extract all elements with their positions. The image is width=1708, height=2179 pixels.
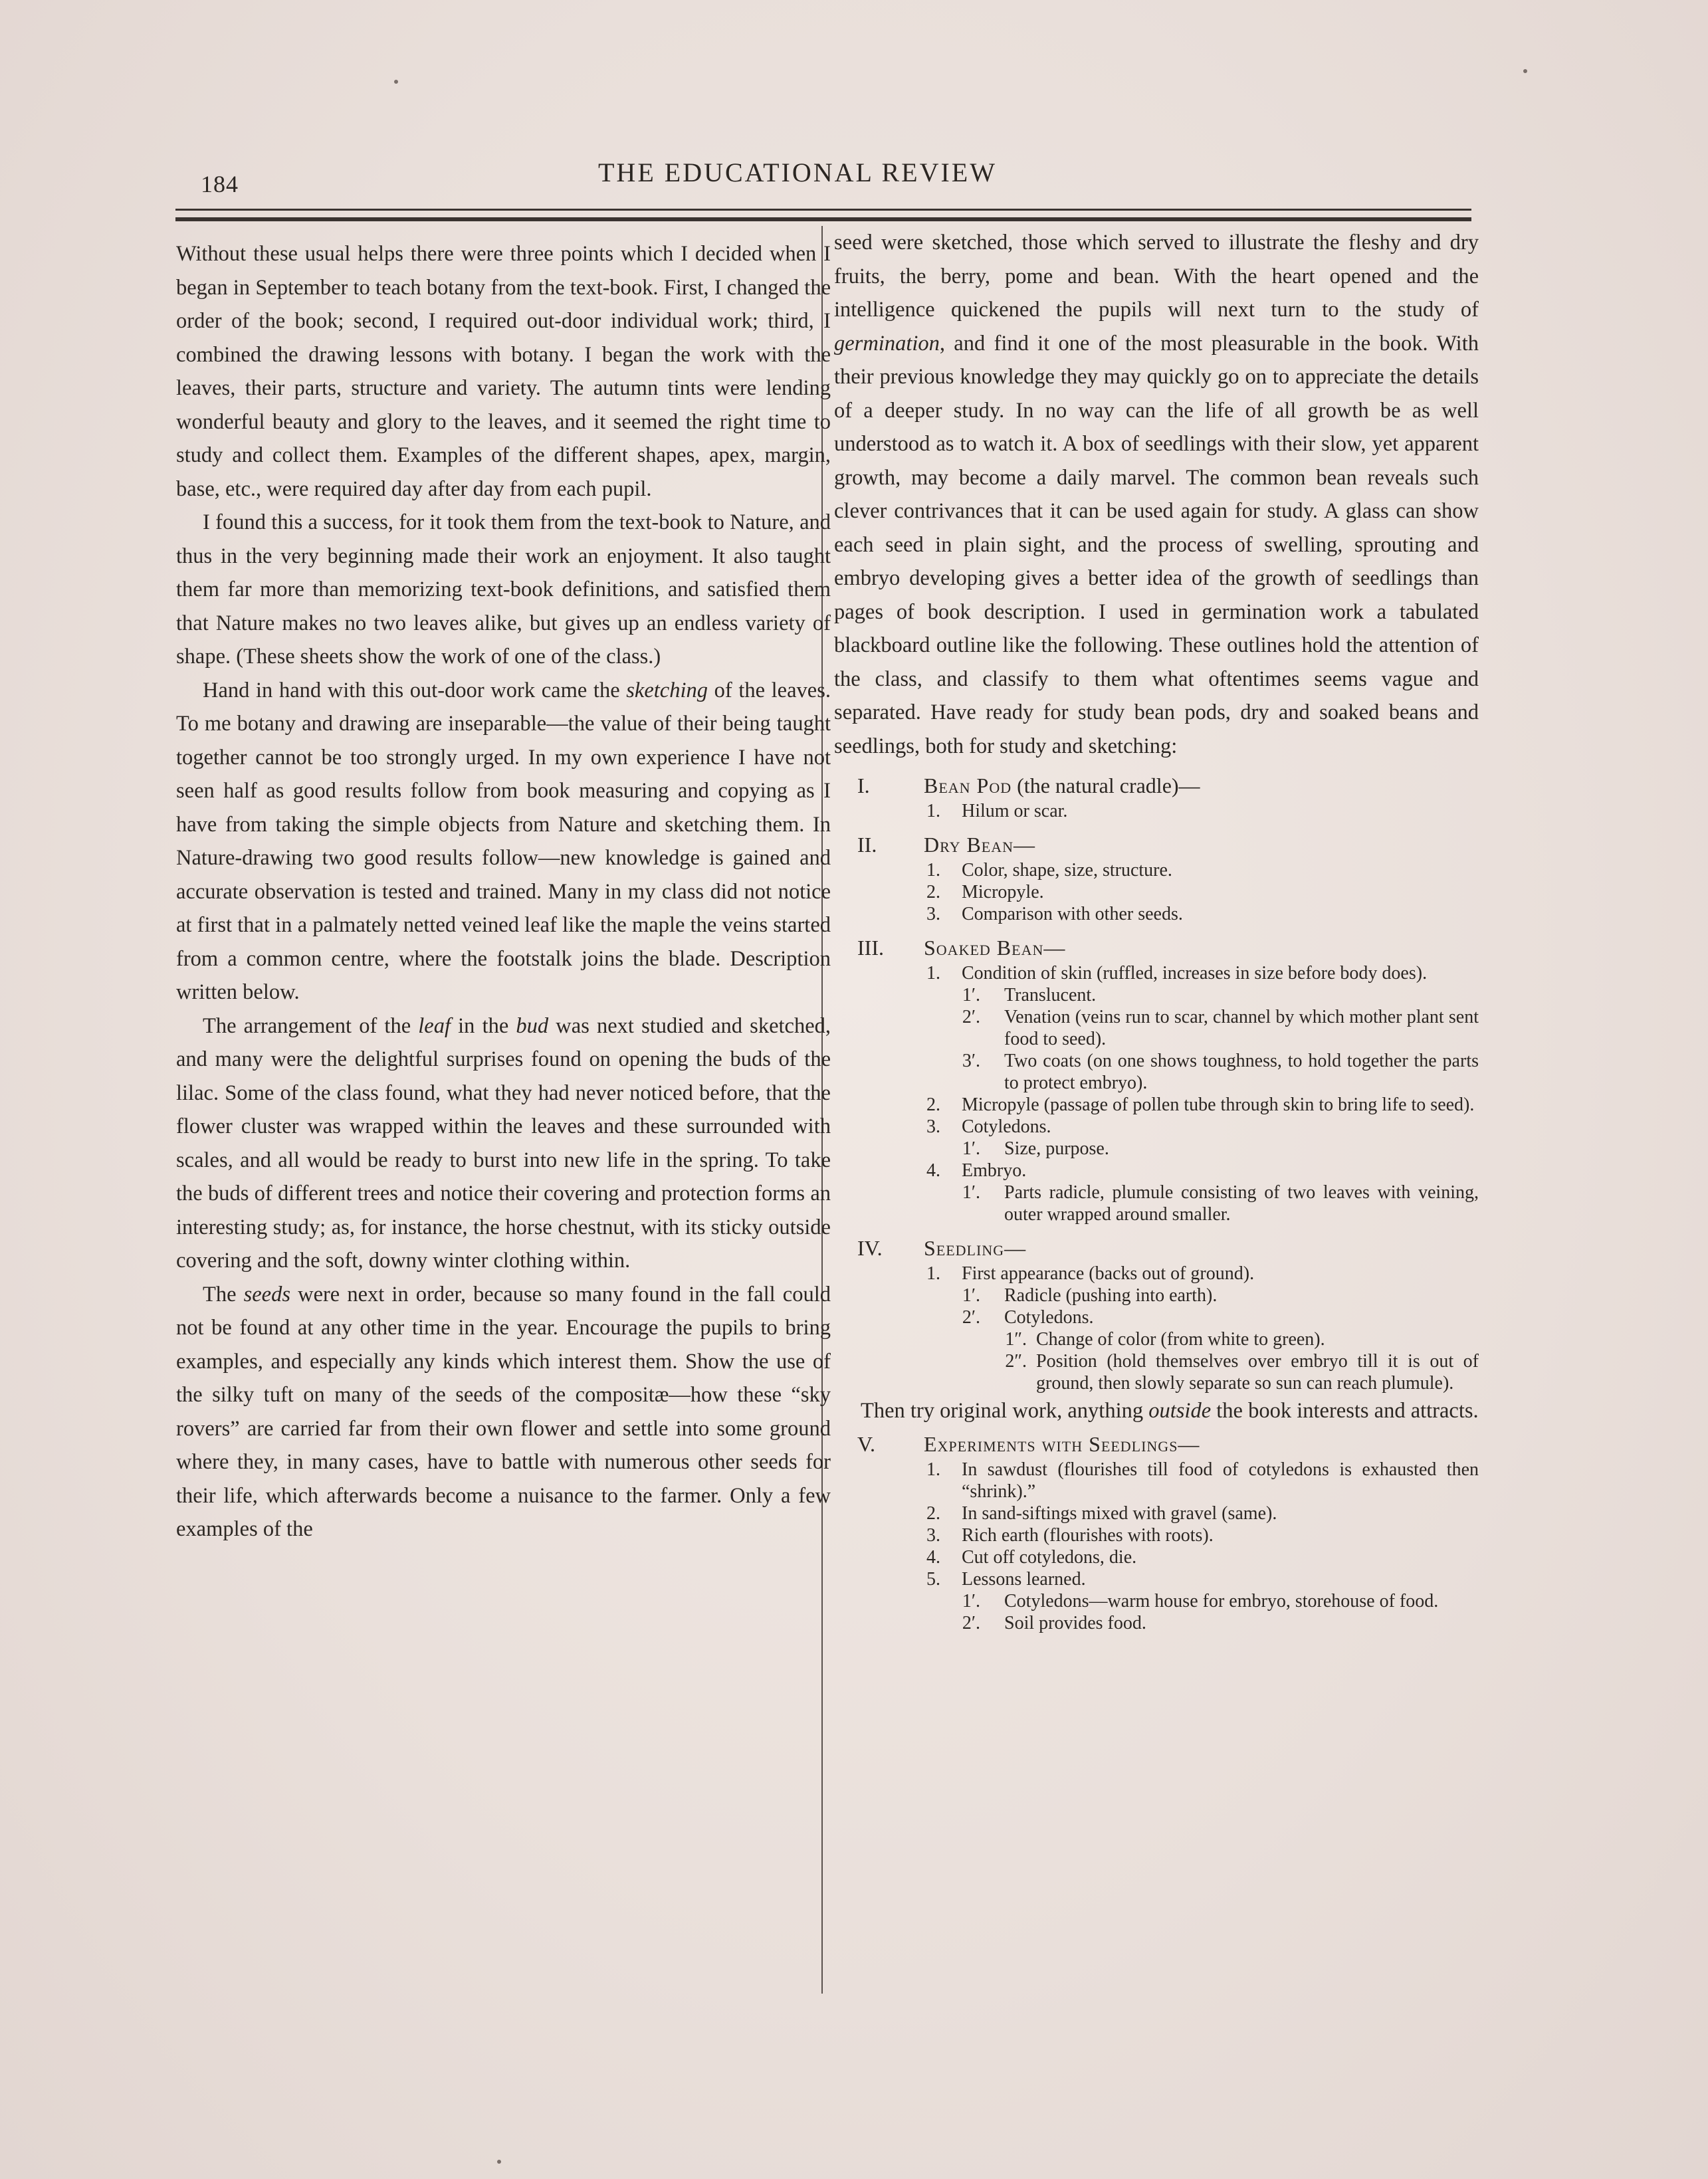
text-span: 1. bbox=[926, 1263, 940, 1284]
text-span: leaf bbox=[418, 1013, 451, 1038]
text-span: Cotyledons—warm house for embryo, storehouse of food. bbox=[1004, 1590, 1439, 1611]
paragraph bbox=[176, 1278, 831, 1546]
outline-item bbox=[834, 1459, 1479, 1503]
text-span: Translucent. bbox=[1004, 985, 1097, 1005]
outline-item bbox=[834, 1050, 1479, 1094]
text-span: 2″. bbox=[1005, 1351, 1027, 1372]
text-span: 3. bbox=[926, 1524, 940, 1546]
text-span: Embryo. bbox=[962, 1160, 1027, 1181]
text-span: Experiments with Seedlings— bbox=[924, 1431, 1200, 1456]
text-span: 3′. bbox=[962, 1051, 980, 1071]
outline-item bbox=[834, 800, 1479, 822]
paper-speck bbox=[394, 80, 398, 84]
text-span: 2′. bbox=[962, 1612, 980, 1633]
text-span: Micropyle. bbox=[962, 882, 1044, 902]
text-span: in the bbox=[451, 1013, 516, 1038]
text-span: 2′. bbox=[962, 1007, 980, 1027]
outline-item bbox=[834, 1160, 1479, 1182]
text-span: Dry Bean— bbox=[924, 833, 1036, 857]
outline-item bbox=[834, 1182, 1479, 1225]
text-span: , and find it one of the most pleasurable in the book. With their previous knowledge they may quickly go on to appreciate the details of a deeper study. In no way can the life of all growth be as well understood as to watch it. A box of seedlings with their slow, yet apparent growth, may become a daily marvel. The common bean reveals such clever contrivances that it can be used again for study. A glass can show each seed in plain sight, and the process of swelling, sprouting and embryo developing gives a better idea of the growth of seedlings than pages of book description. I used in germination work a tabulated blackboard outline like the following. These outlines hold the attention of the class, and classify to them what oftentimes seems vague and separated. Have ready for study bean pods, dry and soaked beans and seedlings, both for study and sketching: bbox=[834, 331, 1479, 758]
left-column bbox=[176, 237, 831, 1546]
text-span: 1. bbox=[926, 801, 940, 821]
text-span: 1′. bbox=[962, 1590, 980, 1611]
text-span: 2. bbox=[926, 1094, 940, 1115]
text-span: Cotyledons. bbox=[1004, 1307, 1094, 1328]
outline-section bbox=[834, 830, 1479, 859]
text-span: seeds bbox=[243, 1282, 291, 1306]
text-span: Cotyledons. bbox=[962, 1116, 1051, 1137]
page-header bbox=[186, 157, 1475, 197]
text-span: Cut off cotyledons, die. bbox=[962, 1546, 1137, 1568]
text-span: 1′. bbox=[962, 1182, 980, 1203]
outline-item bbox=[834, 1006, 1479, 1050]
outline-item bbox=[834, 1503, 1479, 1524]
paragraph: Without these usual helps there were three points which I decided when I began in September to teach botany from the text-book. First, I changed the order of the book; second, I required out-door individual work; third, I combined the drawing lessons with botany. I began the work with the leaves, their parts, structure and variety. The autumn tints were lending wonderful beauty and glory to the leaves, and it seemed the right time to study and collect them. Examples of the different shapes, apex, margin, base, etc., were required day after day from each pupil. bbox=[176, 242, 831, 501]
text-span: Then try original work, anything bbox=[861, 1399, 1149, 1423]
text-span: II. bbox=[857, 833, 877, 857]
outline-item bbox=[834, 1263, 1479, 1285]
text-span: 1′. bbox=[962, 1285, 980, 1306]
header-rule-thick bbox=[175, 217, 1471, 221]
paragraph bbox=[176, 1009, 831, 1278]
text-span: First appearance (backs out of ground). bbox=[962, 1263, 1255, 1284]
text-span: 3. bbox=[926, 1116, 940, 1137]
text-span: bud bbox=[516, 1013, 549, 1038]
text-span: Change of color (from white to green). bbox=[1036, 1329, 1325, 1350]
header-rule-thin bbox=[175, 209, 1471, 211]
text-span: outside bbox=[1148, 1399, 1212, 1423]
outline-item bbox=[834, 1524, 1479, 1546]
outline-item bbox=[834, 1612, 1479, 1634]
text-span: was next studied and sketched, and many were the delightful surprises found on opening the buds of the lilac. Some of the class found, what they had never noticed before, that the flower cluster was wrapped within the leaves and these surrounded with scales, and all would be ready to burst into new life in the spring. To take the buds of different trees and notice their covering and protection forms an interesting study; as, for instance, the horse chestnut, with its sticky outside covering and the soft, downy winter clothing within. bbox=[176, 1013, 831, 1273]
paragraph bbox=[176, 506, 831, 674]
text-span: sketching bbox=[626, 678, 708, 702]
outline-section bbox=[834, 1233, 1479, 1263]
outline-item bbox=[834, 1590, 1479, 1612]
outline-item bbox=[834, 984, 1479, 1006]
text-span: Seedling— bbox=[924, 1236, 1027, 1260]
experiments-outline bbox=[834, 1429, 1479, 1634]
text-span: 2. bbox=[926, 882, 940, 902]
text-span: 2. bbox=[926, 1503, 940, 1524]
text-span: (the natural cradle)— bbox=[1012, 774, 1200, 797]
text-span: Soaked Bean— bbox=[924, 936, 1066, 960]
text-span: 5. bbox=[926, 1568, 940, 1590]
outline-item bbox=[834, 1568, 1479, 1590]
text-span: Soil provides food. bbox=[1004, 1612, 1146, 1633]
text-span: the book interests and attracts. bbox=[1211, 1399, 1479, 1423]
text-span: Comparison with other seeds. bbox=[962, 904, 1183, 924]
page-number: 184 bbox=[201, 171, 239, 197]
text-span: were next in order, because so many found in the fall could not be found at any other time in the year. Encourage the pupils to bring examples, and especially any kinds which interest them. Show the use of the silky tuft on many of the seeds of the compositæ—how these “sky rovers” are carried far from their own flower and settle into some ground where they, in many cases, have to battle with numerous other seeds for their life, which afterwards become a nuisance to the farmer. Only a few examples of the bbox=[176, 1282, 831, 1541]
text-span: III. bbox=[857, 936, 884, 960]
text-span: 4. bbox=[926, 1160, 940, 1181]
text-span: germination bbox=[834, 331, 940, 356]
text-span: 2′. bbox=[962, 1307, 980, 1328]
paragraph bbox=[834, 1394, 1479, 1428]
right-column bbox=[834, 226, 1479, 1634]
outline-section bbox=[834, 933, 1479, 962]
outline-item bbox=[834, 962, 1479, 984]
text-span: Color, shape, size, structure. bbox=[962, 860, 1172, 881]
text-span: The bbox=[203, 1282, 244, 1306]
text-span: Radicle (pushing into earth). bbox=[1004, 1285, 1218, 1306]
text-span: Size, purpose. bbox=[1004, 1138, 1109, 1159]
text-span: Two coats (on one shows toughness, to hold together the parts to protect embryo). bbox=[1004, 1051, 1479, 1093]
text-span: 1. bbox=[926, 1459, 940, 1480]
outline-item bbox=[834, 1350, 1479, 1394]
paragraph bbox=[834, 226, 1479, 763]
text-span: I found this a success, for it took them from the text-book to Nature, and thus in the very beginning made their work an enjoyment. It also taught them far more than memorizing text-book definitions, and satisfied them that Nature makes no two leaves alike, but gives up an endless variety of shape. (These sheets show the work of one of the class.) bbox=[176, 510, 831, 669]
text-span: seed were sketched, those which served to illustrate the fleshy and dry fruits, the berry, pome and bean. With the heart opened and the intelligence quickened the pupils will next turn to the study of bbox=[834, 231, 1479, 322]
text-span: Venation (veins run to scar, channel by which mother plant sent food to seed). bbox=[1004, 1007, 1479, 1049]
text-span: 1. bbox=[926, 860, 940, 881]
text-span: Bean Pod bbox=[924, 774, 1012, 797]
text-span: I. bbox=[857, 774, 870, 797]
outline-item bbox=[834, 1546, 1479, 1568]
text-span: IV. bbox=[857, 1236, 883, 1260]
text-span: Micropyle (passage of pollen tube through skin to bring life to seed). bbox=[962, 1094, 1475, 1115]
outline-item bbox=[834, 1138, 1479, 1160]
text-span: V. bbox=[857, 1431, 875, 1456]
outline-item bbox=[834, 1116, 1479, 1138]
text-span: Rich earth (flourishes with roots). bbox=[962, 1524, 1214, 1546]
paragraph bbox=[176, 674, 831, 1009]
outline-section bbox=[834, 1429, 1479, 1459]
text-span: In sawdust (flourishes till food of cotyledons is exhausted then “shrink).” bbox=[962, 1459, 1479, 1502]
text-span: 1. bbox=[926, 963, 940, 984]
outline-item bbox=[834, 1094, 1479, 1116]
outline-item bbox=[834, 881, 1479, 903]
text-span: 1′. bbox=[962, 985, 980, 1005]
paper-speck bbox=[497, 2160, 501, 2164]
paper-speck bbox=[1523, 69, 1527, 73]
text-span: Condition of skin (ruffled, increases in size before body does). bbox=[962, 963, 1428, 984]
text-span: Position (hold themselves over embryo till it is out of ground, then slowly separate so sun can reach plumule). bbox=[1036, 1351, 1479, 1394]
outline-item bbox=[834, 1285, 1479, 1306]
germination-outline bbox=[834, 771, 1479, 1394]
text-span: of the leaves. To me botany and drawing are inseparable—the value of their being taught together cannot be too strongly urged. In my own experience I have not seen half as good results follow from book measuring and copying as I have from taking the simple objects from Nature and sketching them. In Nature-drawing two good results follow—new knowledge is gained and accurate observation is tested and trained. Many in my class did not notice at first that in a palmately netted veined leaf like the maple the veins started from a common centre, where the footstalk joins the blade. Description written below. bbox=[176, 678, 831, 1004]
text-span: The arrangement of the bbox=[203, 1013, 419, 1038]
text-span: Hilum or scar. bbox=[962, 801, 1068, 821]
outline-section bbox=[834, 771, 1479, 800]
text-span: 4. bbox=[926, 1546, 940, 1568]
text-span: Hand in hand with this out-door work came the bbox=[203, 678, 627, 702]
text-span: Lessons learned. bbox=[962, 1568, 1086, 1590]
outline-item bbox=[834, 903, 1479, 925]
text-span: In sand-siftings mixed with gravel (same). bbox=[962, 1503, 1277, 1524]
outline-item bbox=[834, 859, 1479, 881]
text-span: Parts radicle, plumule consisting of two leaves with veining, outer wrapped around smaller. bbox=[1004, 1182, 1479, 1225]
text-span: 3. bbox=[926, 904, 940, 924]
outline-item bbox=[834, 1328, 1479, 1350]
running-title: THE EDUCATIONAL REVIEW bbox=[598, 157, 997, 187]
outline-item bbox=[834, 1306, 1479, 1328]
text-span: 1′. bbox=[962, 1138, 980, 1159]
text-span: 1″. bbox=[1005, 1329, 1027, 1350]
